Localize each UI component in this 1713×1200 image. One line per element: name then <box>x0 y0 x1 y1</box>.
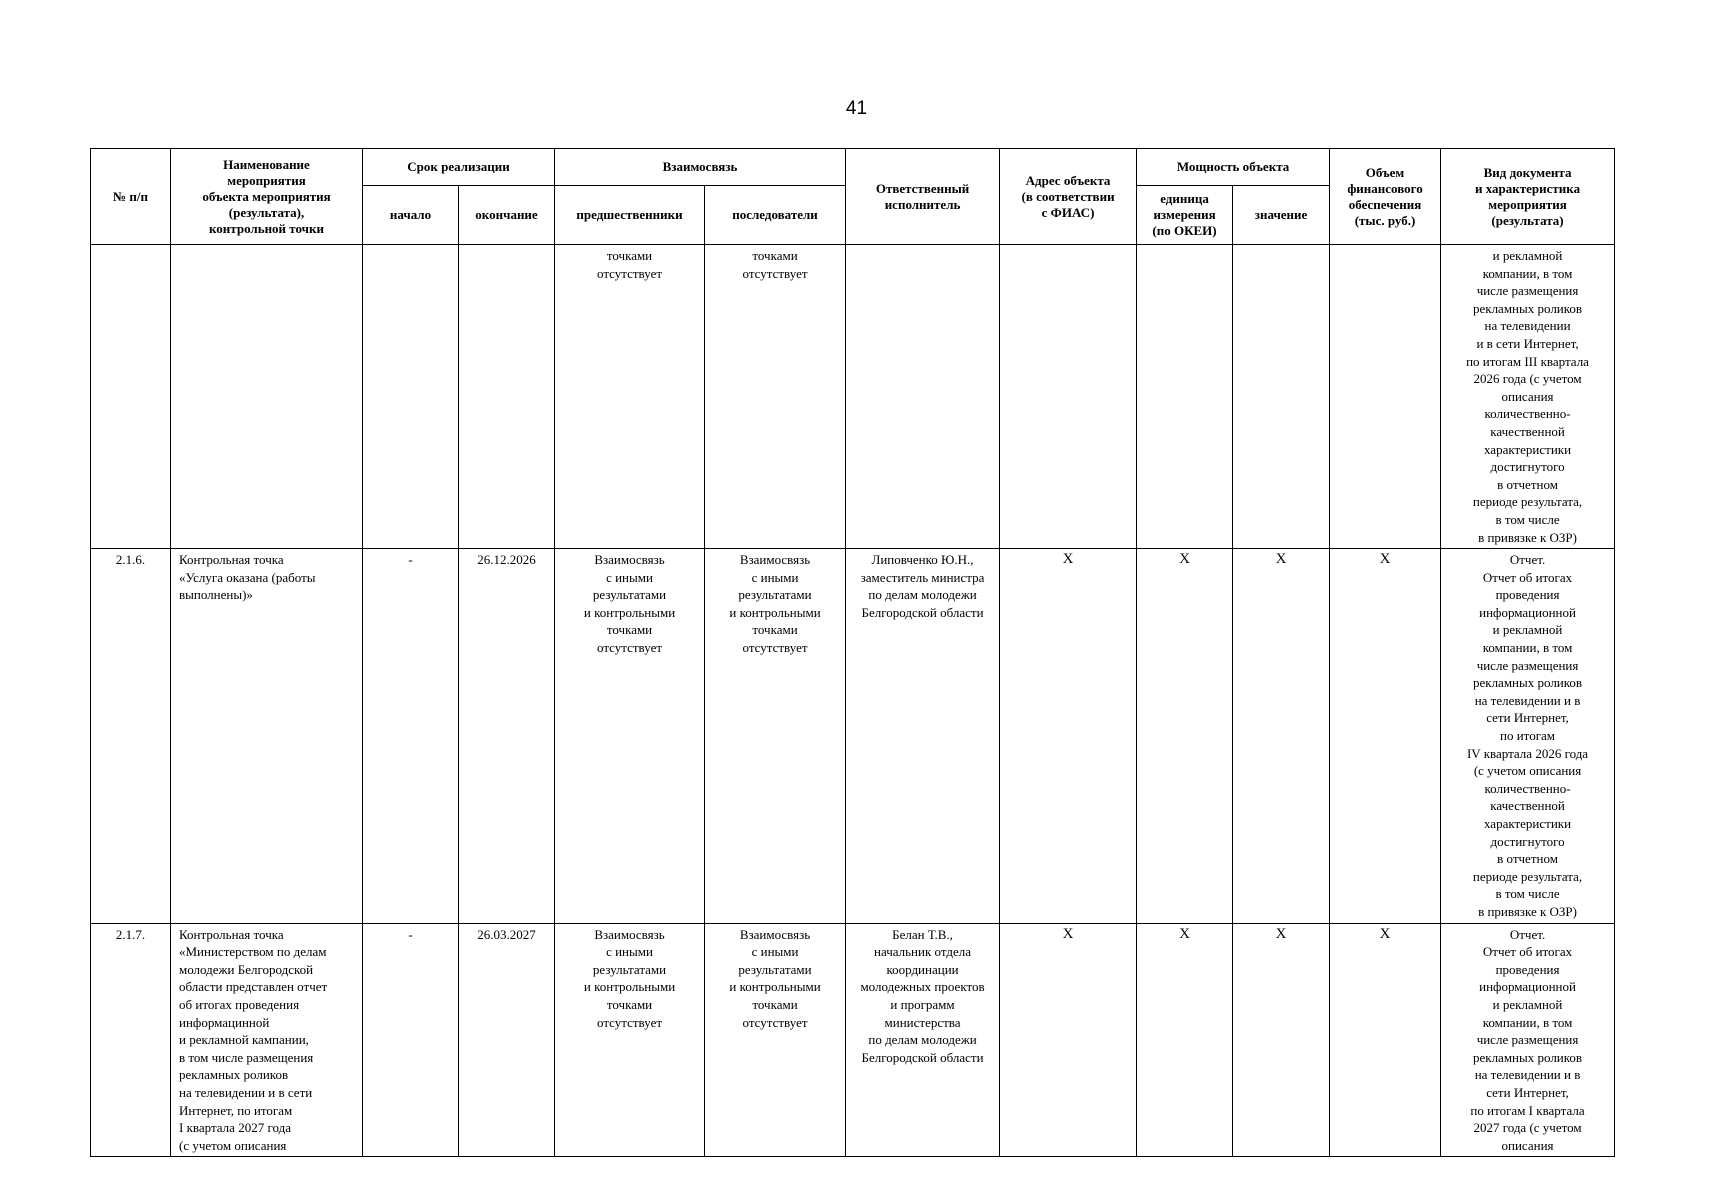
header-row-top <box>91 149 1615 186</box>
cell-finance: X <box>1330 923 1441 1157</box>
cell-pred: Взаимосвязь с иными результатами и контрольными точками отсутствует <box>555 923 705 1157</box>
page-number: 41 <box>845 98 868 119</box>
cell-finance: X <box>1330 549 1441 923</box>
table-row <box>91 245 1615 549</box>
cell-pred: точками отсутствует <box>555 245 705 549</box>
header-link-pred: предшественники <box>555 186 705 245</box>
cell-responsible <box>846 245 1000 549</box>
cell-responsible: Белан Т.В., начальник отдела координации молодежных проектов и программ министерства по делам молодежи Белгородской области <box>846 923 1000 1157</box>
header-doc: Вид документа и характеристика мероприятия (результата) <box>1441 149 1615 245</box>
cell-value: X <box>1233 923 1330 1157</box>
cell-doc: Отчет. Отчет об итогах проведения информационной и рекламной компании, в том числе размещения рекламных роликов на телевидении и в сети Интернет, по итогам IV квартала 2026 года (с учетом описания количественно- качественной характеристики достигнутого в отчетном периоде результата, в том числе в привязке к ОЗР) <box>1441 549 1615 923</box>
cell-unit <box>1137 245 1233 549</box>
header-term-end: окончание <box>459 186 555 245</box>
cell-start <box>363 245 459 549</box>
cell-end <box>459 245 555 549</box>
cell-start: - <box>363 549 459 923</box>
control-points-table <box>90 148 1615 1157</box>
header-link-succ: последователи <box>705 186 846 245</box>
cell-name: Контрольная точка «Услуга оказана (работы выполнены)» <box>171 549 363 923</box>
table-row <box>91 923 1615 1157</box>
cell-succ: Взаимосвязь с иными результатами и контрольными точками отсутствует <box>705 549 846 923</box>
cell-value: X <box>1233 549 1330 923</box>
cell-unit: X <box>1137 549 1233 923</box>
cell-end: 26.03.2027 <box>459 923 555 1157</box>
cell-num <box>91 245 171 549</box>
cell-num: 2.1.6. <box>91 549 171 923</box>
header-address: Адрес объекта (в соответствии с ФИАС) <box>1000 149 1137 245</box>
cell-start: - <box>363 923 459 1157</box>
cell-name <box>171 245 363 549</box>
cell-unit: X <box>1137 923 1233 1157</box>
header-capacity-value: значение <box>1233 186 1330 245</box>
header-name: Наименование мероприятия объекта мероприятия (результата), контрольной точки <box>171 149 363 245</box>
cell-name: Контрольная точка «Министерством по делам молодежи Белгородской области представлен отчет об итогах проведения информацинной и рекламной кампании, в том числе размещения рекламных роликов на телевидении и в сети Интернет, по итогам I квартала 2027 года (с учетом описания <box>171 923 363 1157</box>
header-term-start: начало <box>363 186 459 245</box>
header-link: Взаимосвязь <box>555 149 846 186</box>
header-capacity: Мощность объекта <box>1137 149 1330 186</box>
cell-succ: Взаимосвязь с иными результатами и контрольными точками отсутствует <box>705 923 846 1157</box>
header-responsible: Ответственный исполнитель <box>846 149 1000 245</box>
cell-finance <box>1330 245 1441 549</box>
cell-value <box>1233 245 1330 549</box>
cell-pred: Взаимосвязь с иными результатами и контрольными точками отсутствует <box>555 549 705 923</box>
cell-succ: точками отсутствует <box>705 245 846 549</box>
cell-address <box>1000 245 1137 549</box>
cell-doc: Отчет. Отчет об итогах проведения информационной и рекламной компании, в том числе размещения рекламных роликов на телевидении и в сети Интернет, по итогам I квартала 2027 года (с учетом описания <box>1441 923 1615 1157</box>
cell-address: X <box>1000 549 1137 923</box>
header-num: № п/п <box>91 149 171 245</box>
header-term: Срок реализации <box>363 149 555 186</box>
cell-doc: и рекламной компании, в том числе размещения рекламных роликов на телевидении и в сети Интернет, по итогам III квартала 2026 года (с учетом описания количественно- качественной характеристики достигнутого в отчетном периоде результата, в том числе в привязке к ОЗР) <box>1441 245 1615 549</box>
header-finance: Объем финансового обеспечения (тыс. руб.) <box>1330 149 1441 245</box>
header-capacity-unit: единица измерения (по ОКЕИ) <box>1137 186 1233 245</box>
cell-address: X <box>1000 923 1137 1157</box>
cell-end: 26.12.2026 <box>459 549 555 923</box>
table-row <box>91 549 1615 923</box>
cell-responsible: Липовченко Ю.Н., заместитель министра по делам молодежи Белгородской области <box>846 549 1000 923</box>
cell-num: 2.1.7. <box>91 923 171 1157</box>
